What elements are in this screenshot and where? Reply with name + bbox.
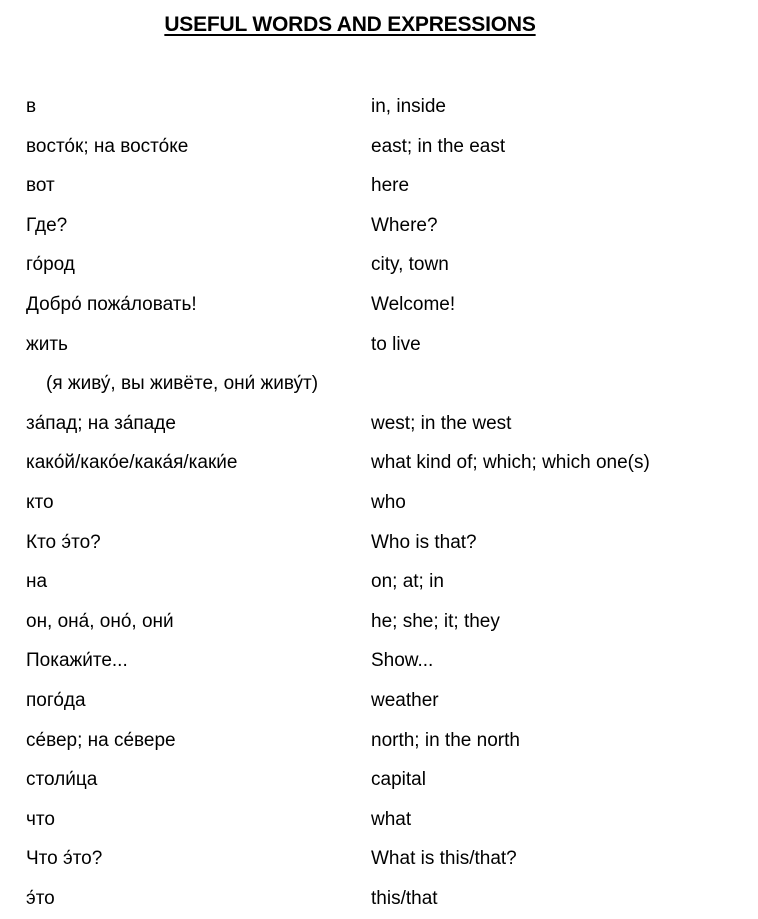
vocab-row bbox=[0, 246, 758, 286]
vocab-row bbox=[0, 840, 758, 880]
vocab-row-conjugation bbox=[0, 365, 758, 405]
russian-term: го́род bbox=[26, 254, 75, 276]
russian-term: он, она́, оно́, они́ bbox=[26, 610, 174, 632]
russian-term: столи́ца bbox=[26, 769, 98, 791]
english-translation: Show... bbox=[371, 650, 434, 672]
vocab-row bbox=[0, 405, 758, 445]
english-translation: here bbox=[371, 175, 410, 197]
russian-term: что bbox=[26, 808, 55, 830]
russian-term: на bbox=[26, 571, 48, 593]
vocab-row bbox=[0, 207, 758, 247]
vocab-row bbox=[0, 563, 758, 603]
russian-term: Что э́то? bbox=[26, 848, 103, 870]
vocabulary-list bbox=[0, 88, 758, 919]
english-translation: he; she; it; they bbox=[371, 610, 500, 632]
english-translation: what kind of; which; which one(s) bbox=[371, 452, 650, 474]
russian-term: пого́да bbox=[26, 689, 86, 711]
vocab-row bbox=[0, 524, 758, 564]
vocab-row bbox=[0, 484, 758, 524]
vocab-row bbox=[0, 326, 758, 366]
russian-term: Добро́ пожа́ловать! bbox=[26, 293, 197, 315]
vocab-row bbox=[0, 722, 758, 762]
english-translation: Who is that? bbox=[371, 531, 477, 553]
english-translation: weather bbox=[371, 689, 439, 711]
russian-term: се́вер; на се́вере bbox=[26, 729, 176, 751]
english-translation: this/that bbox=[371, 887, 438, 909]
vocab-row bbox=[0, 880, 758, 919]
russian-term: вот bbox=[26, 175, 55, 197]
vocab-row bbox=[0, 128, 758, 168]
english-translation: who bbox=[371, 491, 406, 513]
english-translation: capital bbox=[371, 769, 426, 791]
vocab-row bbox=[0, 167, 758, 207]
vocab-row bbox=[0, 444, 758, 484]
russian-term: жить bbox=[26, 333, 68, 355]
vocab-row bbox=[0, 286, 758, 326]
russian-term: кто bbox=[26, 491, 54, 513]
english-translation: what bbox=[371, 808, 412, 830]
russian-term: Покажи́те... bbox=[26, 650, 128, 672]
english-translation: in, inside bbox=[371, 96, 446, 117]
russian-term: Где? bbox=[26, 214, 68, 236]
russian-conjugation: (я живу́, вы живёте, они́ живу́т) bbox=[46, 373, 319, 395]
vocab-row bbox=[0, 603, 758, 643]
english-translation: Where? bbox=[371, 214, 438, 236]
russian-term: Кто э́то? bbox=[26, 531, 101, 553]
english-translation: Welcome! bbox=[371, 293, 456, 315]
russian-term: в bbox=[26, 96, 37, 117]
english-translation: to live bbox=[371, 333, 421, 355]
vocab-row bbox=[0, 761, 758, 801]
english-translation: city, town bbox=[371, 254, 449, 276]
vocab-row bbox=[0, 682, 758, 722]
english-translation: east; in the east bbox=[371, 135, 506, 157]
english-translation: north; in the north bbox=[371, 729, 520, 751]
vocab-row bbox=[0, 642, 758, 682]
english-translation: west; in the west bbox=[371, 412, 512, 434]
russian-term: за́пад; на за́паде bbox=[26, 412, 176, 434]
russian-term: како́й/како́е/кака́я/каки́е bbox=[26, 452, 238, 474]
russian-term: восто́к; на восто́ке bbox=[26, 135, 189, 157]
vocab-row bbox=[0, 801, 758, 841]
russian-term: э́то bbox=[26, 887, 55, 909]
english-translation: on; at; in bbox=[371, 571, 444, 593]
page-title: USEFUL WORDS AND EXPRESSIONS bbox=[164, 13, 536, 36]
vocab-row bbox=[0, 88, 758, 128]
english-translation: What is this/that? bbox=[371, 848, 517, 870]
